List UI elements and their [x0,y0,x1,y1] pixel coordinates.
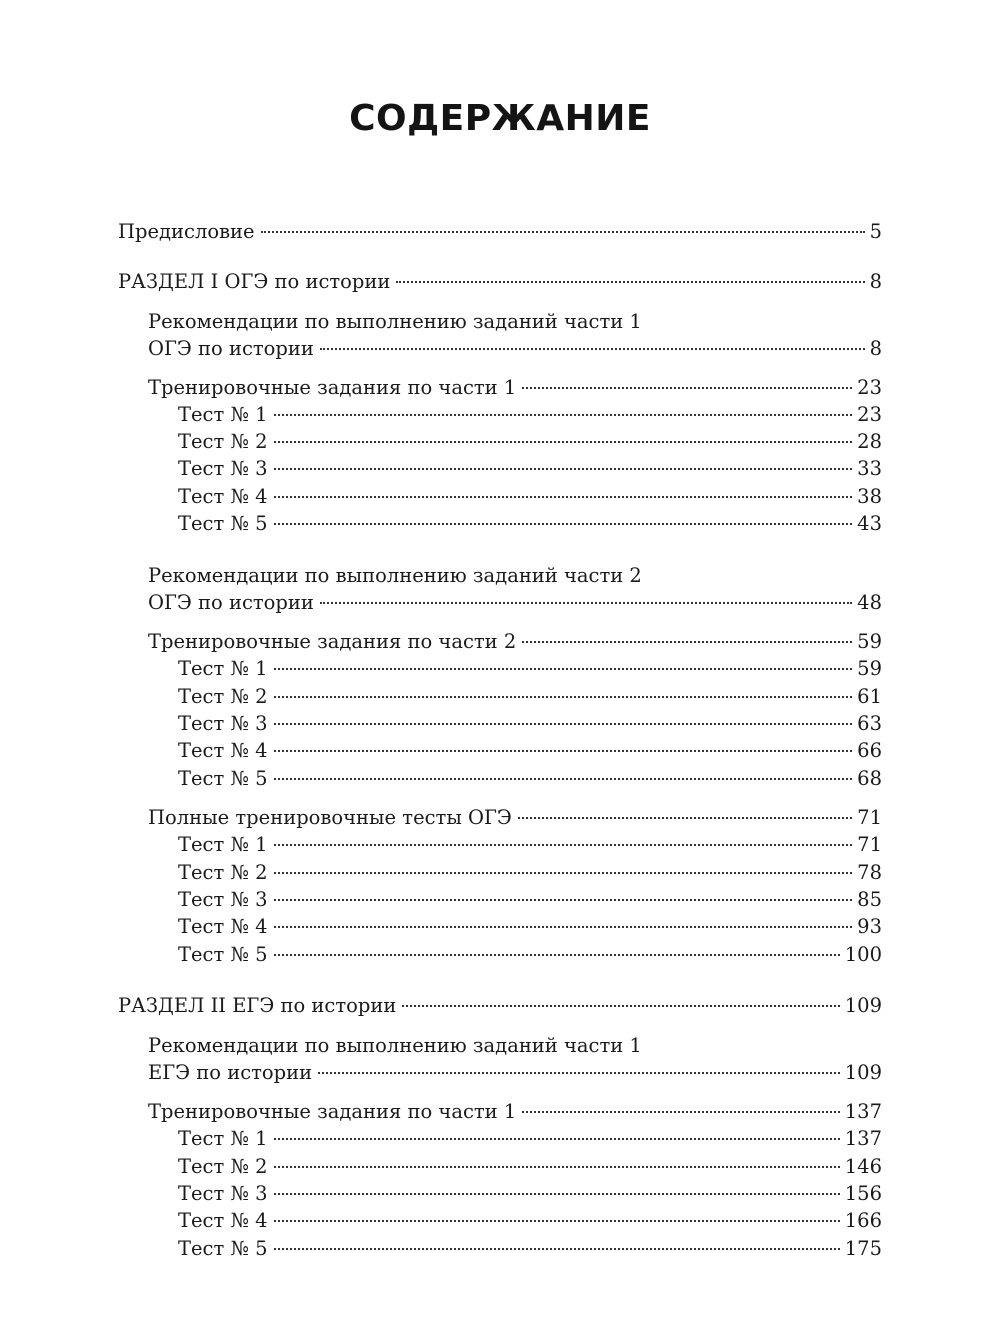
toc-entry-title-continued: ОГЭ по истории [148,591,314,614]
dot-leader [320,348,865,350]
dot-leader [274,414,853,416]
toc-page-number: 175 [844,1237,882,1260]
toc-entry-title: Полные тренировочные тесты ОГЭ [148,806,512,829]
toc-page-number: 166 [844,1209,882,1232]
toc-page-number: 146 [844,1155,882,1178]
toc-entry-section-1[interactable] [118,269,882,295]
toc-entry-test[interactable] [178,511,882,537]
toc-entry-full-tests-oge[interactable] [148,805,882,831]
toc-entry-test[interactable] [178,1208,882,1234]
toc-entry-title: Тест № 2 [178,430,268,453]
toc-page-number: 48 [857,591,882,614]
dot-leader [274,844,853,846]
toc-entry-title: Тест № 1 [178,657,268,680]
dot-leader [274,899,853,901]
dot-leader [522,641,852,643]
toc-entry-title: Тренировочные задания по части 1 [148,1100,517,1123]
page-title: СОДЕРЖАНИЕ [349,98,651,139]
toc-entry-title: РАЗДЕЛ I ОГЭ по истории [118,270,391,293]
toc-entry-title: Тест № 5 [178,512,268,535]
dot-leader [318,1072,840,1074]
toc-entry-title: Тест № 1 [178,833,268,856]
dot-leader [522,1111,840,1113]
toc-entry-title: Тест № 3 [178,457,268,480]
toc-entry-test[interactable] [178,1181,882,1207]
toc-entry-test[interactable] [178,942,882,968]
toc-page-number: 8 [869,270,882,293]
toc-entry-title: Тест № 2 [178,685,268,708]
toc-entry-section-2[interactable] [118,993,882,1019]
toc-entry-test[interactable] [178,684,882,710]
dot-leader [274,1166,840,1168]
dot-leader [274,1220,840,1222]
toc-page-number: 93 [857,915,882,938]
dot-leader [274,441,853,443]
toc-entry-title: Тренировочные задания по части 2 [148,630,517,653]
toc-entry-training-ege-part-1[interactable] [148,1099,882,1125]
toc-page-number: 109 [844,1061,882,1084]
toc-page-number: 33 [857,457,882,480]
dot-leader [274,1138,840,1140]
toc-page-number: 137 [844,1127,882,1150]
toc-entry-title: Рекомендации по выполнению заданий части 2 [148,564,642,587]
toc-entry-test[interactable] [178,738,882,764]
toc-entry-test[interactable] [178,887,882,913]
toc-entry-title: Тест № 3 [178,888,268,911]
toc-page-number: 59 [857,657,882,680]
toc-page-number: 63 [857,712,882,735]
toc-entry-test[interactable] [178,914,882,940]
toc-page-number: 137 [844,1100,882,1123]
toc-entry-title: РАЗДЕЛ II ЕГЭ по истории [118,994,397,1017]
toc-entry-test[interactable] [178,860,882,886]
toc-entry-title: Тест № 4 [178,915,268,938]
toc-entry-title: Тест № 2 [178,1155,268,1178]
toc-page-number: 28 [857,430,882,453]
toc-entry-title: Рекомендации по выполнению заданий части 1 [148,310,642,333]
toc-entry-test[interactable] [178,832,882,858]
toc-page-number: 71 [857,833,882,856]
toc-entry-recommendations-ege-part-1[interactable] [148,1033,882,1087]
toc-page-number: 68 [857,767,882,790]
toc-entry-title: Предисловие [118,220,255,243]
toc-entry-title: Тест № 4 [178,739,268,762]
toc-entry-title: Тест № 5 [178,943,268,966]
toc-page-number: 23 [857,376,882,399]
toc-entry-test[interactable] [178,766,882,792]
dot-leader [402,1005,839,1007]
toc-page-number: 38 [857,485,882,508]
dot-leader [522,387,852,389]
toc-page-number: 5 [869,220,882,243]
toc-page-number: 59 [857,630,882,653]
toc-entry-test[interactable] [178,402,882,428]
dot-leader [274,468,853,470]
toc-entry-training-oge-part-2[interactable] [148,629,882,655]
dot-leader [274,1248,840,1250]
toc-page-number: 71 [857,806,882,829]
dot-leader [274,723,853,725]
toc-entry-test[interactable] [178,456,882,482]
toc-page-number: 78 [857,861,882,884]
dot-leader [274,496,853,498]
dot-leader [274,1193,840,1195]
dot-leader [274,523,853,525]
toc-entry-recommendations-oge-part-1[interactable] [148,309,882,363]
dot-leader [274,872,853,874]
dot-leader [274,696,853,698]
toc-page-number: 61 [857,685,882,708]
toc-entry-test[interactable] [178,484,882,510]
toc-entry-title: Тест № 5 [178,767,268,790]
toc-entry-recommendations-oge-part-2[interactable] [148,563,882,617]
dot-leader [274,926,853,928]
toc-entry-title-continued: ОГЭ по истории [148,337,314,360]
dot-leader [274,954,840,956]
toc-page-number: 23 [857,403,882,426]
toc-entry-preface[interactable] [118,219,882,245]
dot-leader [396,281,864,283]
toc-entry-title: Тренировочные задания по части 1 [148,376,517,399]
toc-entry-title: Рекомендации по выполнению заданий части 1 [148,1034,642,1057]
toc-entry-title: Тест № 5 [178,1237,268,1260]
toc-entry-title: Тест № 1 [178,403,268,426]
toc-entry-title-continued: ЕГЭ по истории [148,1061,313,1084]
toc-page-number: 8 [869,337,882,360]
toc-page-number: 109 [844,994,882,1017]
toc-page-number: 85 [857,888,882,911]
toc-page-number: 43 [857,512,882,535]
toc-entry-title: Тест № 1 [178,1127,268,1150]
dot-leader [274,778,853,780]
dot-leader [518,817,852,819]
toc-entry-title: Тест № 3 [178,1182,268,1205]
toc-entry-title: Тест № 4 [178,1209,268,1232]
toc-page-number: 100 [844,943,882,966]
dot-leader [261,231,865,233]
toc-entry-test[interactable] [178,1154,882,1180]
toc-entry-test[interactable] [178,1126,882,1152]
toc-entry-training-oge-part-1[interactable] [148,375,882,401]
toc-entry-test[interactable] [178,429,882,455]
toc-entry-test[interactable] [178,656,882,682]
toc-entry-title: Тест № 3 [178,712,268,735]
toc-entry-test[interactable] [178,711,882,737]
toc-entry-test[interactable] [178,1236,882,1262]
toc-entry-title: Тест № 2 [178,861,268,884]
toc-page-number: 156 [844,1182,882,1205]
toc-page-number: 66 [857,739,882,762]
toc-entry-title: Тест № 4 [178,485,268,508]
dot-leader [274,668,853,670]
dot-leader [274,750,853,752]
dot-leader [320,602,852,604]
